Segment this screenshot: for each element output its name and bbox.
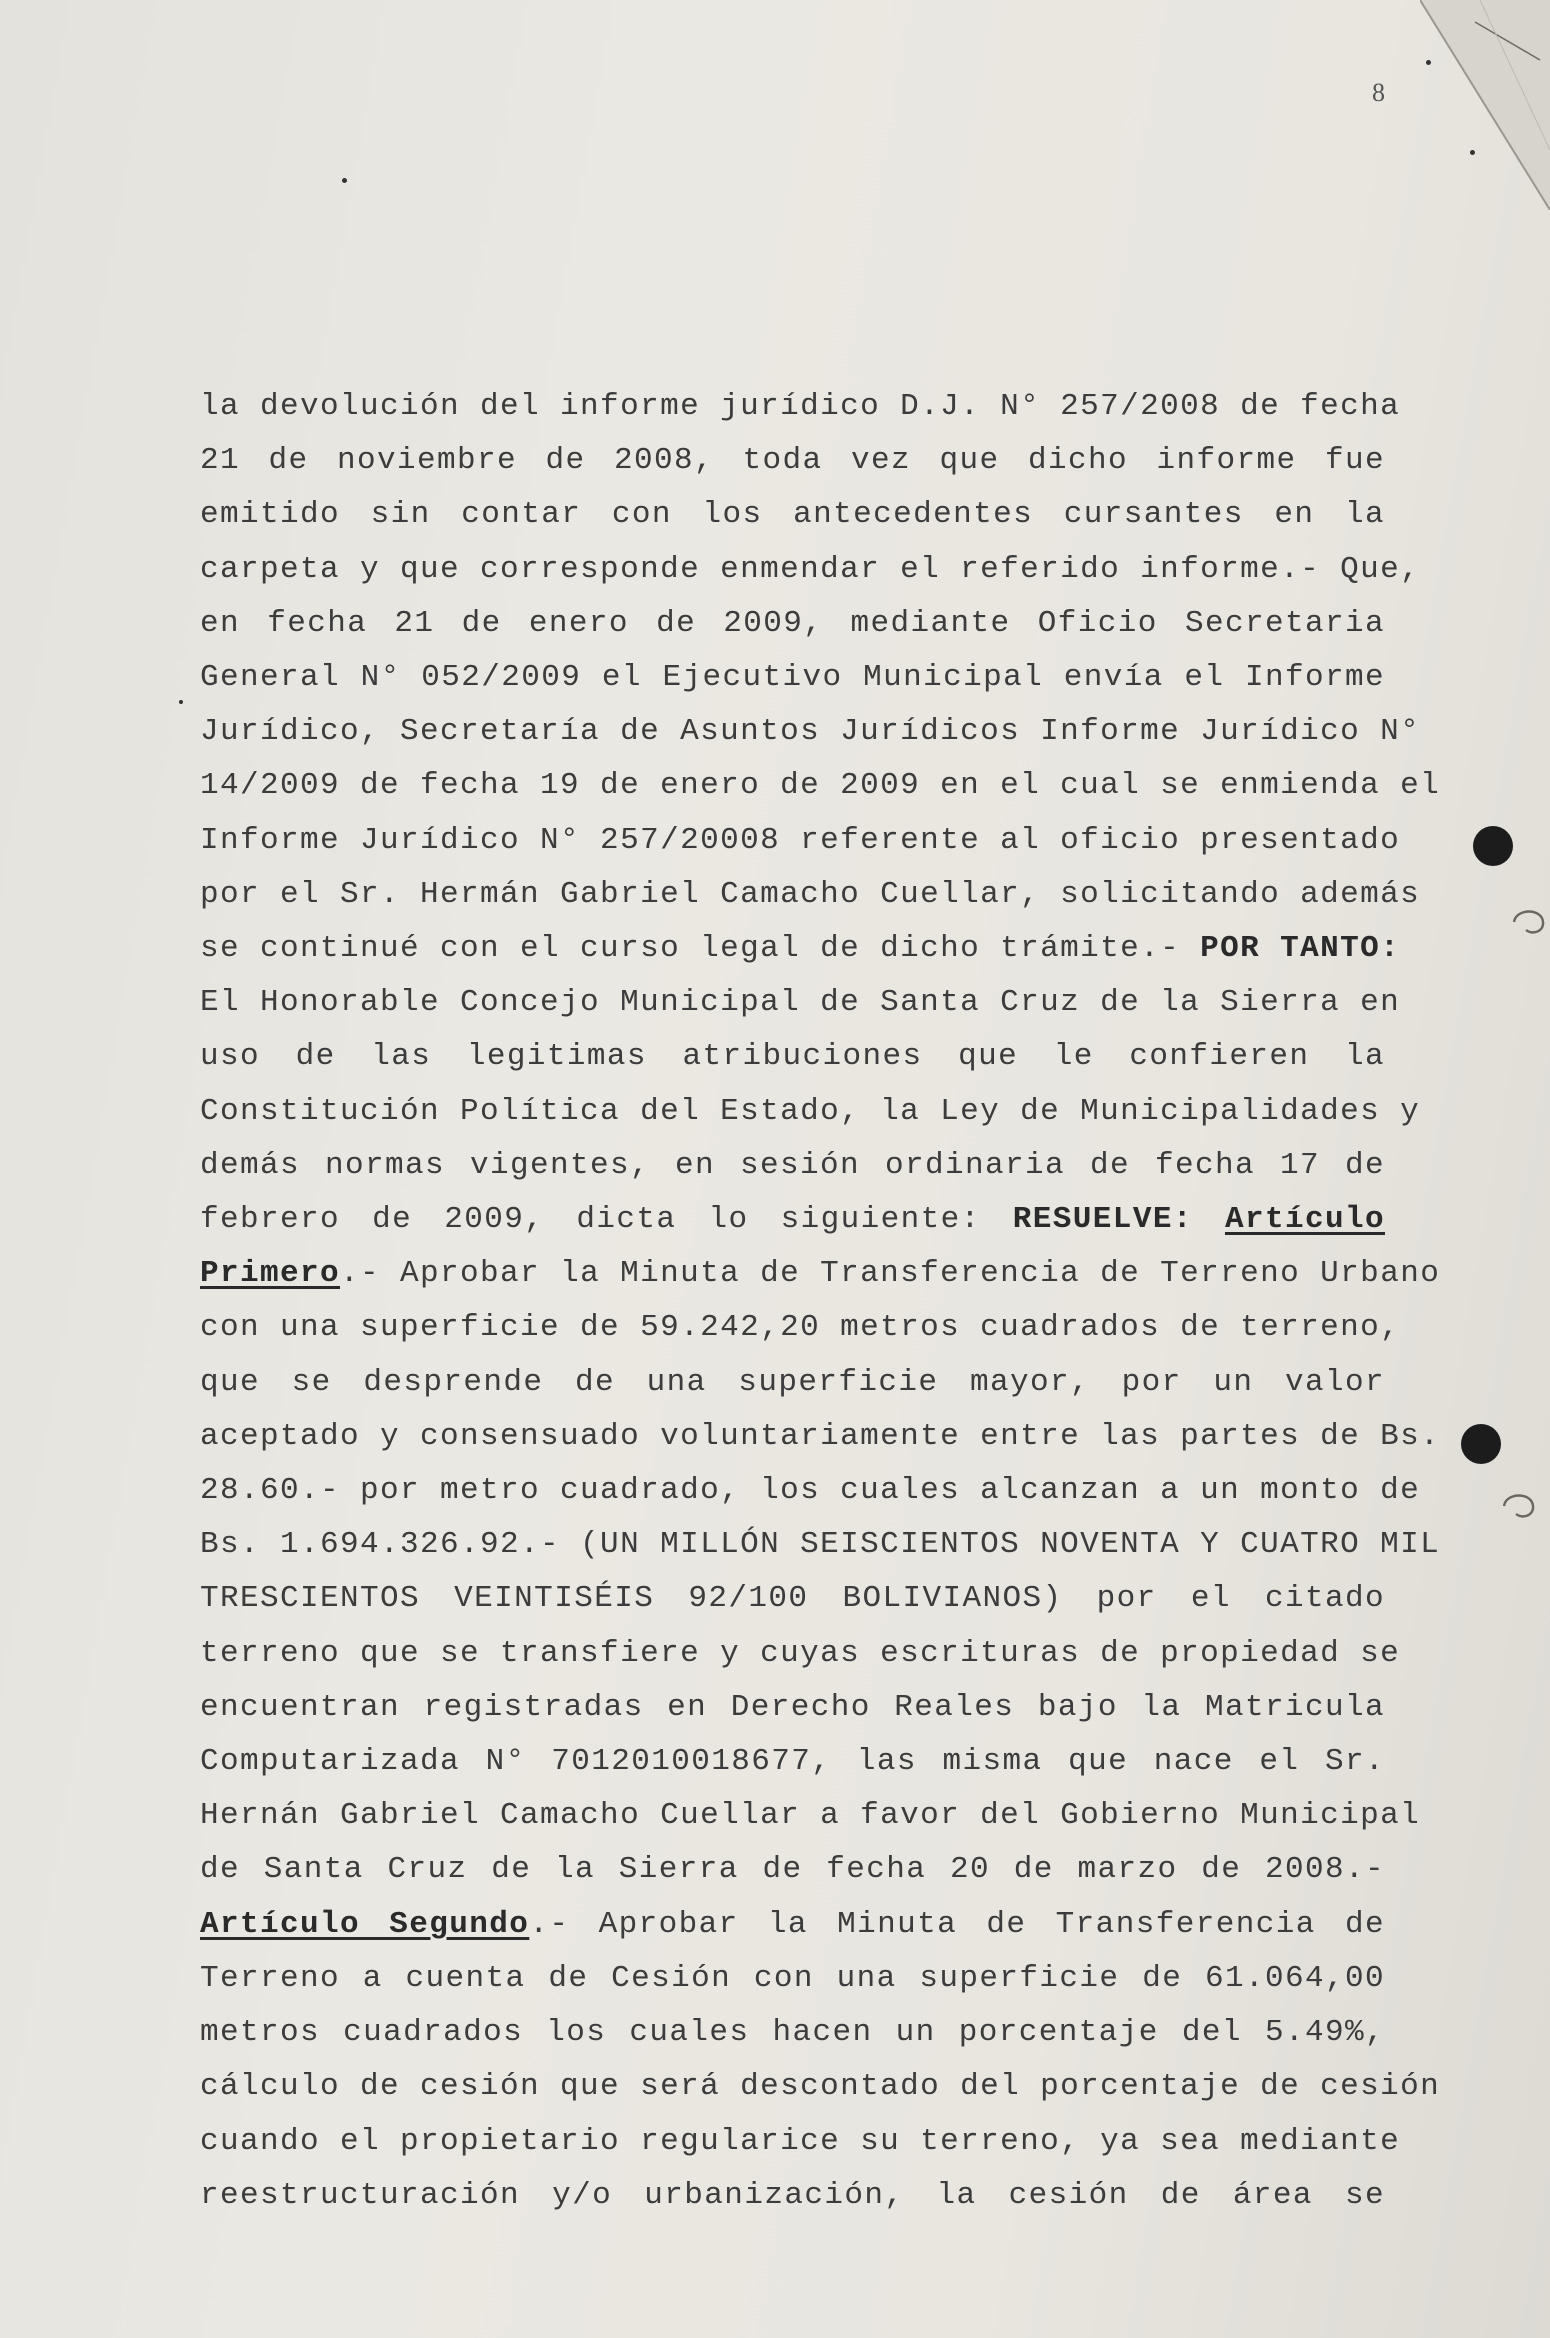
- text-line: [200, 651, 1385, 705]
- text-run: aceptado y consensuado voluntariamente entre las partes de Bs.: [200, 1418, 1441, 1454]
- text-line: [200, 1789, 1421, 1843]
- text-run: El Honorable Concejo Municipal de Santa Cruz de la Sierra en: [200, 985, 1401, 1021]
- text-run: carpeta y que corresponde enmendar el referido informe.- Que,: [200, 551, 1421, 587]
- text-run: 21 de noviembre de 2008, toda vez que dicho informe fue: [200, 443, 1385, 479]
- text-line: [200, 2006, 1385, 2060]
- text-run: 14/2009 de fecha 19 de enero de 2009 en el cual se enmienda el: [200, 768, 1441, 804]
- text-line: [200, 597, 1385, 651]
- text-line: [200, 1843, 1385, 1897]
- text-run: la devolución del informe jurídico D.J. N° 257/2008 de fecha: [200, 389, 1401, 424]
- ink-speck: [342, 178, 347, 183]
- text-line: [200, 1247, 1441, 1301]
- text-line: [200, 1193, 1385, 1247]
- text-line: [200, 1301, 1401, 1355]
- emphasized-text: Artículo: [1224, 1202, 1385, 1238]
- emphasized-text: POR TANTO:: [1200, 931, 1401, 967]
- text-line: [200, 1139, 1385, 1193]
- text-line: [200, 1085, 1421, 1139]
- text-run: [1193, 1202, 1225, 1237]
- staple-mark: [1510, 904, 1548, 938]
- text-line: [200, 434, 1385, 488]
- text-run: metros cuadrados los cuales hacen un porcentaje del 5.49%,: [200, 2015, 1385, 2051]
- text-line: [200, 2060, 1441, 2114]
- text-run: cuando el propietario regularice su terreno, ya sea mediante: [200, 2123, 1401, 2159]
- text-line: [200, 814, 1401, 868]
- text-run: General N° 052/2009 el Ejecutivo Municipal envía el Informe: [200, 660, 1385, 696]
- text-run: que se desprende de una superficie mayor, por un valor: [200, 1364, 1385, 1400]
- text-run: Informe Jurídico N° 257/20008 referente al oficio presentado: [200, 822, 1401, 858]
- punch-hole: [1461, 1424, 1501, 1464]
- text-run: Bs. 1.694.326.92.- (UN MILLÓN SEISCIENTOS NOVENTA Y CUATRO MIL: [200, 1527, 1441, 1563]
- text-run: Terreno a cuenta de Cesión con una superficie de 61.064,00: [200, 1960, 1385, 1996]
- text-line: [200, 759, 1441, 813]
- staple-mark: [1500, 1488, 1538, 1522]
- emphasized-text: Primero: [200, 1256, 341, 1292]
- text-line: [200, 1572, 1385, 1626]
- text-line: [200, 2169, 1385, 2223]
- document-body: [200, 380, 1441, 2223]
- text-run: 28.60.- por metro cuadrado, los cuales alcanzan a un monto de: [200, 1473, 1421, 1509]
- text-run: reestructuración y/o urbanización, la cesión de área se: [200, 2177, 1385, 2213]
- text-run: por el Sr. Hermán Gabriel Camacho Cuellar, solicitando además: [200, 876, 1421, 912]
- text-line: [200, 922, 1401, 976]
- text-run: uso de las legitimas atribuciones que le confieren la: [200, 1039, 1385, 1075]
- text-run: Constitución Política del Estado, la Ley de Municipalidades y: [200, 1093, 1421, 1129]
- text-run: .- Aprobar la Minuta de Transferencia de Terreno Urbano: [340, 1256, 1441, 1292]
- text-line: [200, 1518, 1441, 1572]
- text-run: emitido sin contar con los antecedentes cursantes en la: [200, 497, 1385, 533]
- text-run: se continué con el curso legal de dicho trámite.-: [200, 931, 1201, 967]
- text-run: Computarizada N° 7012010018677, las misma que nace el Sr.: [200, 1744, 1385, 1780]
- text-line: [200, 1464, 1421, 1518]
- text-line: [200, 488, 1385, 542]
- text-run: cálculo de cesión que será descontado del porcentaje de cesión: [200, 2069, 1441, 2105]
- text-line: [200, 1681, 1385, 1735]
- folded-corner: [1420, 0, 1550, 210]
- text-run: .- Aprobar la Minuta de Transferencia de: [529, 1906, 1385, 1942]
- text-line: [200, 2115, 1401, 2169]
- text-line: [200, 705, 1421, 759]
- ink-speck: [179, 700, 183, 704]
- text-line: [200, 976, 1401, 1030]
- text-run: demás normas vigentes, en sesión ordinaria de fecha 17 de: [200, 1147, 1385, 1183]
- text-line: [200, 1898, 1385, 1952]
- text-line: [200, 1952, 1385, 2006]
- ink-speck: [1470, 150, 1475, 155]
- text-run: Jurídico, Secretaría de Asuntos Jurídicos Informe Jurídico N°: [200, 714, 1421, 750]
- text-line: [200, 380, 1401, 434]
- text-line: [200, 1735, 1385, 1789]
- text-run: con una superficie de 59.242,20 metros cuadrados de terreno,: [200, 1310, 1401, 1346]
- text-run: encuentran registradas en Derecho Reales bajo la Matricula: [200, 1689, 1385, 1725]
- punch-hole: [1473, 826, 1513, 866]
- emphasized-text: Artículo Segundo: [200, 1906, 530, 1942]
- text-line: [200, 868, 1421, 922]
- ink-speck: [1426, 60, 1431, 65]
- text-run: en fecha 21 de enero de 2009, mediante Oficio Secretaria: [200, 605, 1385, 641]
- text-run: febrero de 2009, dicta lo siguiente:: [200, 1202, 1013, 1238]
- text-line: [200, 1410, 1441, 1464]
- text-line: [200, 1356, 1385, 1410]
- text-run: de Santa Cruz de la Sierra de fecha 20 de marzo de 2008.-: [200, 1852, 1385, 1888]
- text-line: [200, 1627, 1401, 1681]
- text-run: Hernán Gabriel Camacho Cuellar a favor del Gobierno Municipal: [200, 1798, 1421, 1834]
- text-line: [200, 1030, 1385, 1084]
- text-line: [200, 543, 1421, 597]
- text-run: terreno que se transfiere y cuyas escrituras de propiedad se: [200, 1635, 1401, 1671]
- text-run: TRESCIENTOS VEINTISÉIS 92/100 BOLIVIANOS) por el citado: [200, 1581, 1385, 1617]
- emphasized-text: RESUELVE:: [1012, 1202, 1193, 1238]
- page-number: 8: [1372, 78, 1385, 107]
